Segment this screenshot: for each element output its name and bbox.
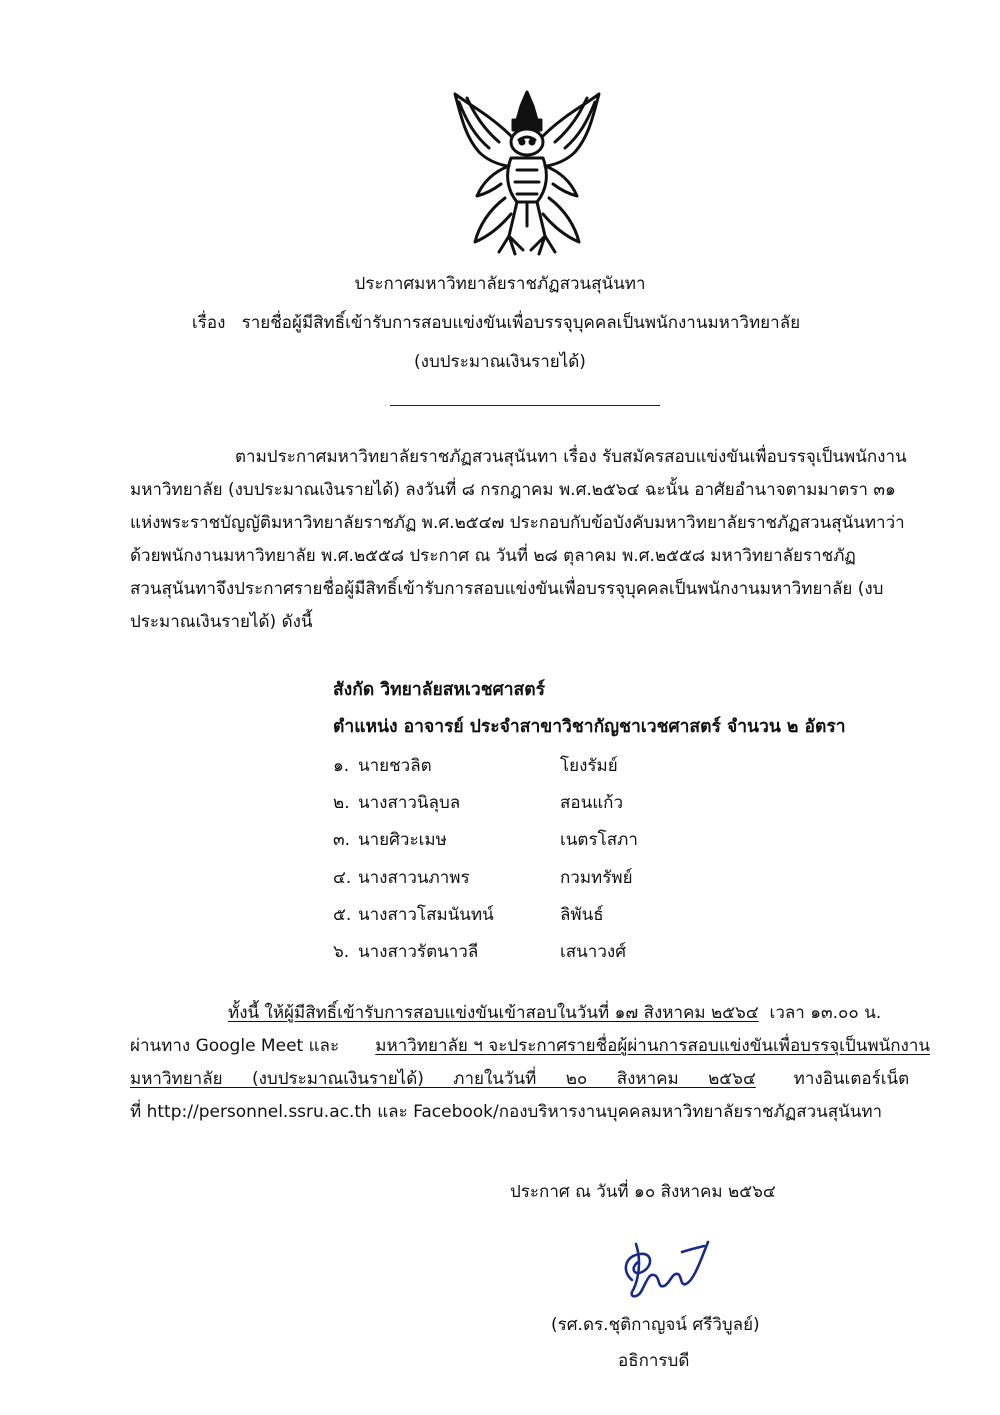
position-heading: ตำแหน่ง อาจารย์ ประจำสาขาวิชากัญชาเวชศาสตร์ จำนวน ๒ อัตรา [333,717,846,737]
exam-time-text: เวลา ๑๓.๐๐ น. [769,1003,882,1023]
candidate-last-name: ลิพันธ์ [560,905,604,925]
notice-line-4: ที่ http://personnel.ssru.ac.th และ Facebook/กองบริหารงานบุคคลมหาวิทยาลัยราชภัฏสวนสุนันทา [130,1102,883,1122]
candidate-number: ๒. [333,793,350,813]
candidate-number: ๖. [333,942,350,962]
candidate-last-name: เนตรโสภา [560,830,638,850]
body-line-2: มหาวิทยาลัย (งบประมาณเงินรายได้) ลงวันที่ ๘ กรกฎาคม พ.ศ.๒๕๖๔ ฉะนั้น อาศัยอำนาจตามมาตรา ๓๑ [130,480,896,500]
body-line-6: ประมาณเงินรายได้) ดังนี้ [130,612,313,632]
signatory-title: อธิการบดี [618,1351,690,1371]
notice-line-2 [130,1034,930,1058]
subject-text: รายชื่อผู้มีสิทธิ์เข้ารับการสอบแข่งขันเพื่อบรรจุบุคคลเป็นพนักงานมหาวิทยาลัย [241,313,801,333]
result-date-text: มหาวิทยาลัย (งบประมาณเงินรายได้) ภายในวันที่ ๒๐ สิงหาคม ๒๕๖๔ [130,1069,756,1089]
body-line-1: ตามประกาศมหาวิทยาลัยราชภัฏสวนสุนันทา เรื่อง รับสมัครสอบแข่งขันเพื่อบรรจุเป็นพนักงาน [235,447,907,467]
candidate-last-name: สอนแก้ว [560,793,624,813]
candidate-last-name: โยงรัมย์ [560,756,618,776]
candidate-first-name: นางสาวนภาพร [358,868,470,888]
candidate-first-name: นายชวลิต [358,756,432,776]
announcement-subject-sub: (งบประมาณเงินรายได้) [414,352,586,372]
notice-line-1 [228,1001,930,1025]
signature-image [612,1232,722,1302]
notice-line-3 [130,1067,930,1091]
exam-date-text: ทั้งนี้ ให้ผู้มีสิทธิ์เข้ารับการสอบแข่งขันเข้าสอบในวันที่ ๑๗ สิงหาคม ๒๕๖๔ [228,1003,759,1023]
faculty-heading: สังกัด วิทยาลัยสหเวชศาสตร์ [333,680,545,700]
exam-channel-text: ผ่านทาง Google Meet และ [130,1036,340,1056]
candidate-first-name: นางสาวนิลุบล [358,793,461,813]
candidate-first-name: นางสาวโสมนันทน์ [358,905,494,925]
result-announcement-text: มหาวิทยาลัย ฯ จะประกาศรายชื่อผู้ผ่านการสอบแข่งขันเพื่อบรรจุเป็นพนักงาน [375,1036,930,1056]
header-divider [390,405,660,406]
candidate-first-name: นางสาวรัตนาวลี [358,942,479,962]
candidate-last-name: เสนาวงศ์ [560,942,626,962]
candidate-number: ๔. [333,868,352,888]
body-line-5: สวนสุนันทาจึงประกาศรายชื่อผู้มีสิทธิ์เข้ารับการสอบแข่งขันเพื่อบรรจุบุคคลเป็นพนักงานมหาวิทยาลัย (งบ [130,579,884,599]
subject-label: เรื่อง [191,313,226,333]
candidate-number: ๑. [333,756,350,776]
announcement-title: ประกาศมหาวิทยาลัยราชภัฏสวนสุนันทา [354,274,646,294]
internet-text: ทางอินเตอร์เน็ต [793,1069,910,1089]
signatory-name: (รศ.ดร.ชุติกาญจน์ ศรีวิบูลย์) [551,1315,760,1335]
garuda-emblem-icon [445,86,610,262]
announcement-subject [0,311,996,335]
candidate-first-name: นายศิวะเมษ [358,830,447,850]
announcement-date: ประกาศ ณ วันที่ ๑๐ สิงหาคม ๒๕๖๔ [510,1182,776,1202]
body-line-4: ด้วยพนักงานมหาวิทยาลัย พ.ศ.๒๕๕๘ ประกาศ ณ วันที่ ๒๘ ตุลาคม พ.ศ.๒๕๕๘ มหาวิทยาลัยราชภัฏ [130,546,856,566]
candidate-last-name: กวมทรัพย์ [560,868,633,888]
body-line-3: แห่งพระราชบัญญัติมหาวิทยาลัยราชภัฏ พ.ศ.๒๕๔๗ ประกอบกับข้อบังคับมหาวิทยาลัยราชภัฏสวนสุนันทาว่า [130,513,905,533]
candidate-number: ๓. [333,830,351,850]
candidate-number: ๕. [333,905,352,925]
